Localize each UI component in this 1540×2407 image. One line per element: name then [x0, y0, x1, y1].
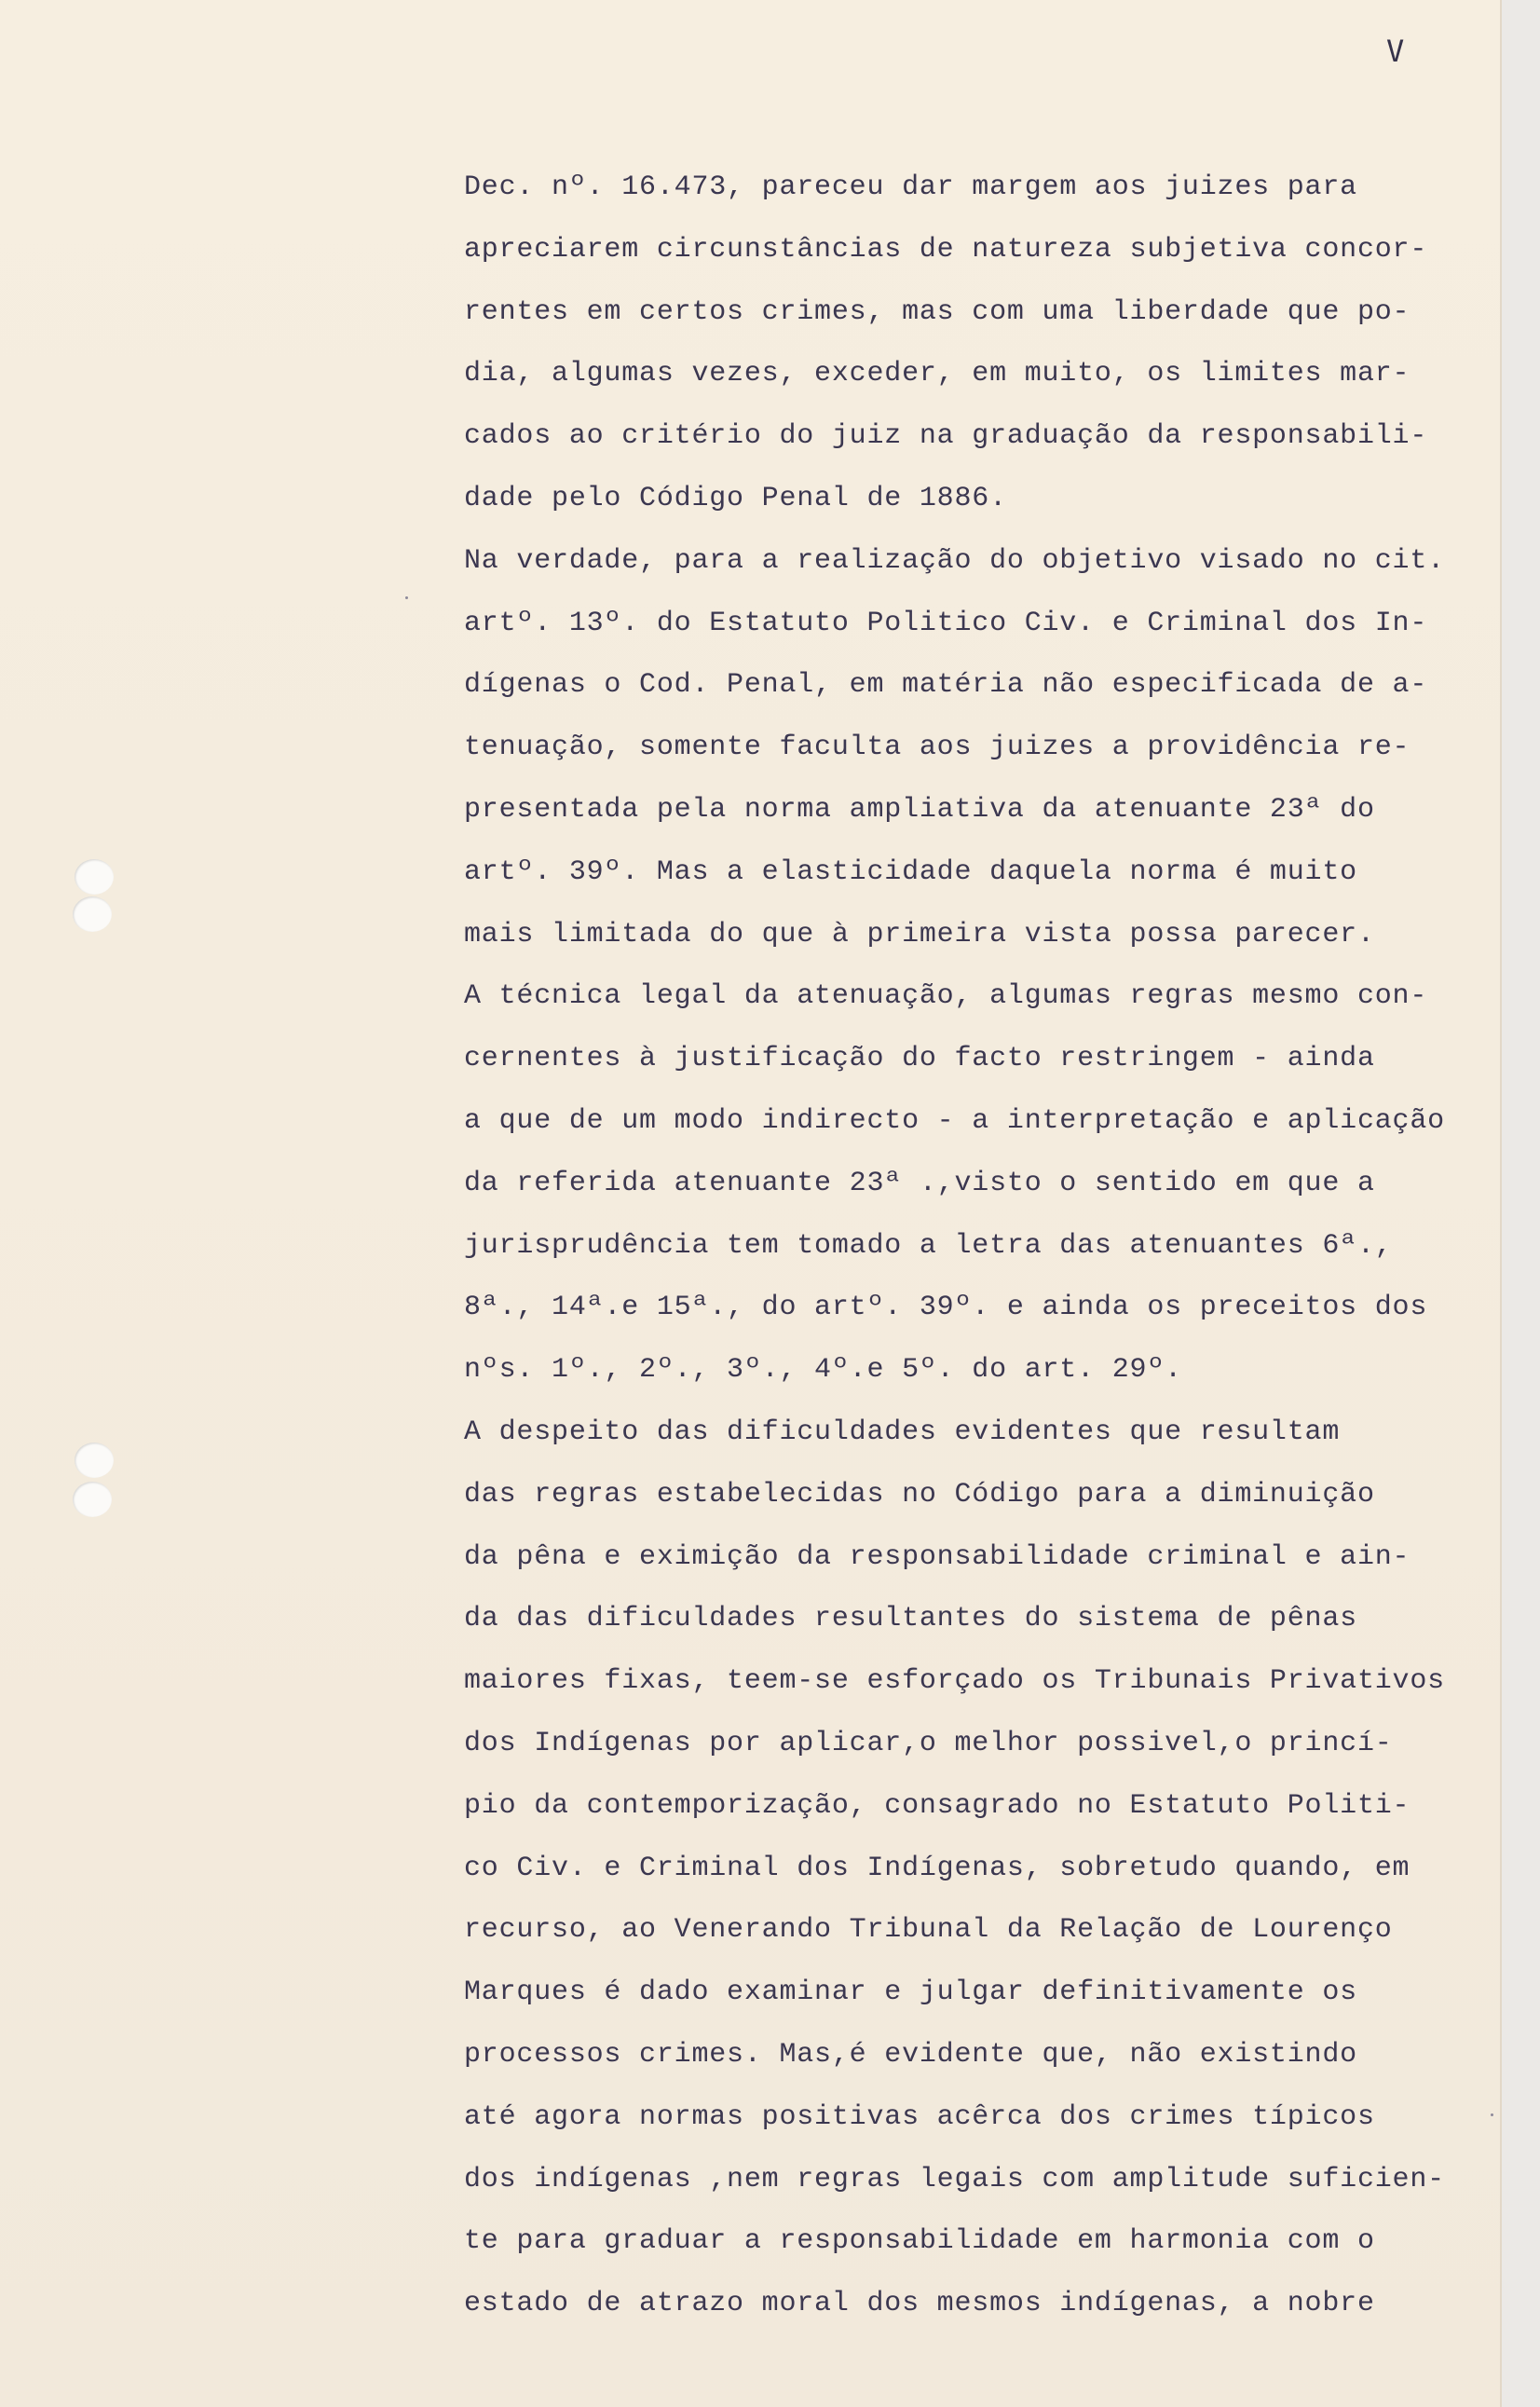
text-line: dígenas o Cod. Penal, em matéria não especificada de a-: [464, 669, 1428, 702]
text-line: dos Indígenas por aplicar,o melhor possivel,o princí-: [464, 1727, 1393, 1759]
text-line: da referida atenuante 23ª .,visto o sentido em que a: [464, 1167, 1375, 1199]
text-line: 8ª., 14ª.e 15ª., do artº. 39º. e ainda os preceitos dos: [464, 1292, 1428, 1324]
text-line: dos indígenas ,nem regras legais com amplitude suficien-: [464, 2163, 1445, 2195]
text-line: pio da contemporização, consagrado no Estatuto Politi-: [464, 1789, 1411, 1822]
page-number: V: [1386, 34, 1405, 69]
text-line: A despeito das dificuldades evidentes que resultam: [464, 1415, 1341, 1448]
text-line: artº. 13º. do Estatuto Politico Civ. e Criminal dos In-: [464, 607, 1428, 639]
text-line: apreciarem circunstâncias de natureza subjetiva concor-: [464, 233, 1428, 266]
text-line: cernentes à justificação do facto restringem - ainda: [464, 1043, 1375, 1075]
text-line: dia, algumas vezes, exceder, em muito, os limites mar-: [464, 358, 1411, 390]
text-line: jurisprudência tem tomado a letra das atenuantes 6ª.,: [464, 1229, 1393, 1262]
text-line: rentes em certos crimes, mas com uma liberdade que po-: [464, 295, 1411, 328]
text-line: co Civ. e Criminal dos Indígenas, sobretudo quando, em: [464, 1852, 1411, 1884]
text-line: recurso, ao Venerando Tribunal da Relação de Lourenço: [464, 1914, 1393, 1947]
text-line: dade pelo Código Penal de 1886.: [464, 482, 1007, 514]
typewritten-body: [464, 157, 1498, 2335]
text-line: tenuação, somente faculta aos juizes a providência re-: [464, 732, 1411, 764]
punch-hole: [73, 1482, 112, 1517]
text-line: da pêna e eximição da responsabilidade criminal e ain-: [464, 1540, 1411, 1573]
punch-hole: [73, 896, 112, 932]
text-line: maiores fixas, teem-se esforçado os Tribunais Privativos: [464, 1665, 1445, 1698]
text-line: artº. 39º. Mas a elasticidade daquela norma é muito: [464, 855, 1357, 888]
text-line: Marques é dado examinar e julgar definitivamente os: [464, 1976, 1357, 2009]
text-line: processos crimes. Mas,é evidente que, não existindo: [464, 2038, 1357, 2071]
punch-hole: [75, 1443, 114, 1478]
background-edge: [1502, 0, 1540, 2407]
text-line: das regras estabelecidas no Código para a diminuição: [464, 1478, 1375, 1511]
paper-speck: [405, 596, 408, 599]
text-line: Dec. nº. 16.473, pareceu dar margem aos juizes para: [464, 171, 1357, 203]
text-line: te para graduar a responsabilidade em harmonia com o: [464, 2225, 1375, 2258]
text-line: A técnica legal da atenuação, algumas regras mesmo con-: [464, 980, 1428, 1013]
text-line: da das dificuldades resultantes do sistema de pênas: [464, 1603, 1357, 1635]
text-line: estado de atrazo moral dos mesmos indígenas, a nobre: [464, 2288, 1375, 2320]
text-line: presentada pela norma ampliativa da atenuante 23ª do: [464, 793, 1375, 826]
text-line: Na verdade, para a realização do objetivo visado no cit.: [464, 544, 1445, 577]
text-line: cados ao critério do juiz na graduação da responsabili-: [464, 420, 1428, 453]
text-line: nºs. 1º., 2º., 3º., 4º.e 5º. do art. 29º.: [464, 1354, 1182, 1387]
text-line: mais limitada do que à primeira vista possa parecer.: [464, 918, 1375, 950]
text-line: até agora normas positivas acêrca dos crimes típicos: [464, 2100, 1375, 2133]
punch-hole: [75, 859, 114, 895]
text-line: a que de um modo indirecto - a interpretação e aplicação: [464, 1104, 1445, 1137]
